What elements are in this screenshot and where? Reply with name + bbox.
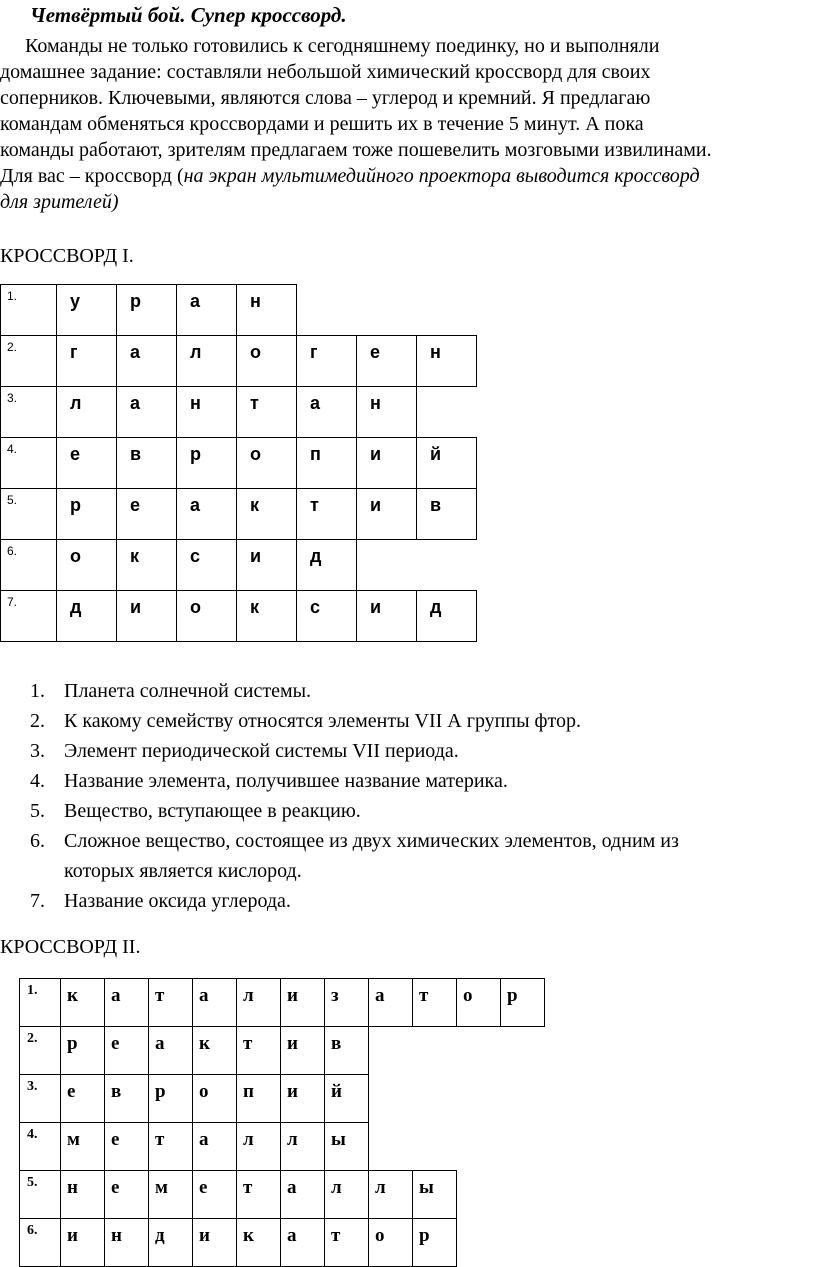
letter-cell: в — [417, 489, 477, 540]
letter-cell: л — [281, 1123, 325, 1171]
clue-number: 4. — [20, 1123, 61, 1171]
clue-number: 4. — [1, 438, 57, 489]
letter-cell: р — [149, 1075, 193, 1123]
intro-italic-note: на экран мультимедийного проектора выводится кроссворд — [183, 165, 700, 187]
letter-cell: н — [237, 285, 297, 336]
letter-cell: е — [117, 489, 177, 540]
intro-line: соперников. Ключевыми, являются слова – углерод и кремний. Я предлагаю — [0, 87, 651, 109]
letter-cell: т — [149, 1123, 193, 1171]
letter-cell: а — [149, 1027, 193, 1075]
clue-item-number: 6. — [30, 830, 45, 852]
intro-line — [0, 189, 816, 215]
letter-cell: п — [297, 438, 357, 489]
letter-cell: л — [369, 1171, 413, 1219]
crossword-row — [1, 336, 477, 387]
clue-item-text: Планета солнечной системы. — [64, 680, 312, 702]
letter-cell: м — [61, 1123, 105, 1171]
clue-item — [30, 736, 810, 766]
empty-cell — [457, 1219, 501, 1267]
letter-cell: о — [57, 540, 117, 591]
clue-number: 2. — [20, 1027, 61, 1075]
letter-cell: а — [193, 979, 237, 1027]
intro-line: команды работают, зрителям предлагаем тоже пошевелить мозговыми извилинами. — [0, 139, 712, 161]
letter-cell: а — [117, 336, 177, 387]
clue-item — [30, 886, 810, 916]
empty-cell — [297, 285, 357, 336]
empty-cell — [501, 1027, 545, 1075]
clue-item-text: К какому семейству относятся элементы VII А группы фтор. — [64, 710, 581, 732]
letter-cell: н — [357, 387, 417, 438]
crossword-row — [20, 1171, 545, 1219]
letter-cell: с — [177, 540, 237, 591]
intro-line — [0, 163, 816, 189]
empty-cell — [417, 387, 477, 438]
letter-cell: з — [325, 979, 369, 1027]
crossword-1-clues — [30, 676, 810, 916]
empty-cell — [413, 1027, 457, 1075]
letter-cell: а — [369, 979, 413, 1027]
crossword-row — [20, 1219, 545, 1267]
letter-cell: е — [57, 438, 117, 489]
letter-cell: а — [177, 285, 237, 336]
page-title: Четвёртый бой. Супер кроссворд. — [30, 3, 347, 27]
letter-cell: д — [149, 1219, 193, 1267]
letter-cell: ы — [413, 1171, 457, 1219]
letter-cell: п — [237, 1075, 281, 1123]
letter-cell: т — [237, 1027, 281, 1075]
letter-cell: н — [417, 336, 477, 387]
letter-cell: р — [57, 489, 117, 540]
letter-cell: и — [61, 1219, 105, 1267]
letter-cell: л — [237, 1123, 281, 1171]
letter-cell: л — [57, 387, 117, 438]
empty-cell — [417, 285, 477, 336]
clue-number: 5. — [20, 1171, 61, 1219]
letter-cell: г — [297, 336, 357, 387]
letter-cell: и — [237, 540, 297, 591]
clue-number: 3. — [1, 387, 57, 438]
clue-item-text: Название элемента, получившее название материка. — [64, 770, 508, 792]
clue-item-number: 5. — [30, 800, 45, 822]
crossword-row — [1, 438, 477, 489]
letter-cell: а — [281, 1219, 325, 1267]
letter-cell: т — [237, 1171, 281, 1219]
letter-cell: к — [237, 591, 297, 642]
clue-item-text: которых является кислород. — [64, 860, 302, 882]
letter-cell: т — [413, 979, 457, 1027]
clue-item-text: Вещество, вступающее в реакцию. — [64, 800, 361, 822]
letter-cell: о — [457, 979, 501, 1027]
letter-cell: о — [369, 1219, 413, 1267]
empty-cell — [369, 1123, 413, 1171]
letter-cell: а — [117, 387, 177, 438]
intro-line: Команды не только готовились к сегодняшнему поединку, но и выполняли — [0, 35, 660, 57]
intro-line: домашнее задание: составляли небольшой химический кроссворд для своих — [0, 61, 651, 83]
letter-cell: т — [149, 979, 193, 1027]
letter-cell: в — [325, 1027, 369, 1075]
letter-cell: к — [61, 979, 105, 1027]
clue-item — [30, 766, 810, 796]
letter-cell: т — [325, 1219, 369, 1267]
empty-cell — [457, 1123, 501, 1171]
clue-number: 2. — [1, 336, 57, 387]
letter-cell: ы — [325, 1123, 369, 1171]
letter-cell: о — [237, 336, 297, 387]
letter-cell: р — [117, 285, 177, 336]
letter-cell: и — [357, 438, 417, 489]
letter-cell: н — [177, 387, 237, 438]
letter-cell: а — [105, 979, 149, 1027]
crossword-row — [1, 387, 477, 438]
letter-cell: и — [281, 1027, 325, 1075]
letter-cell: и — [357, 489, 417, 540]
crossword-row — [1, 489, 477, 540]
letter-cell: и — [117, 591, 177, 642]
crossword-row — [1, 540, 477, 591]
crossword-2-heading: КРОССВОРД II. — [0, 936, 141, 958]
letter-cell: г — [57, 336, 117, 387]
letter-cell: а — [297, 387, 357, 438]
letter-cell: т — [237, 387, 297, 438]
clue-item-number: 3. — [30, 740, 45, 762]
clue-item — [30, 826, 810, 856]
empty-cell — [369, 1075, 413, 1123]
crossword-1-heading: КРОССВОРД I. — [0, 245, 134, 267]
clue-item — [30, 856, 810, 886]
empty-cell — [457, 1171, 501, 1219]
letter-cell: к — [193, 1027, 237, 1075]
letter-cell: о — [177, 591, 237, 642]
letter-cell: а — [177, 489, 237, 540]
empty-cell — [501, 1219, 545, 1267]
letter-cell: и — [193, 1219, 237, 1267]
letter-cell: т — [297, 489, 357, 540]
letter-cell: е — [105, 1123, 149, 1171]
letter-cell: и — [281, 1075, 325, 1123]
crossword-row — [20, 1123, 545, 1171]
empty-cell — [413, 1075, 457, 1123]
letter-cell: к — [237, 489, 297, 540]
empty-cell — [501, 1123, 545, 1171]
letter-cell: о — [193, 1075, 237, 1123]
crossword-1-grid — [0, 284, 477, 642]
letter-cell: в — [117, 438, 177, 489]
letter-cell: д — [297, 540, 357, 591]
clue-item-number: 7. — [30, 890, 45, 912]
clue-number: 3. — [20, 1075, 61, 1123]
letter-cell: е — [105, 1027, 149, 1075]
letter-cell: а — [193, 1123, 237, 1171]
clue-item — [30, 796, 810, 826]
crossword-row — [20, 979, 545, 1027]
crossword-row — [1, 591, 477, 642]
letter-cell: е — [357, 336, 417, 387]
letter-cell: н — [61, 1171, 105, 1219]
letter-cell: л — [177, 336, 237, 387]
clue-item-text: Название оксида углерода. — [64, 890, 291, 912]
letter-cell: в — [105, 1075, 149, 1123]
letter-cell: л — [325, 1171, 369, 1219]
empty-cell — [501, 1075, 545, 1123]
letter-cell: к — [237, 1219, 281, 1267]
letter-cell: и — [281, 979, 325, 1027]
letter-cell: м — [149, 1171, 193, 1219]
empty-cell — [417, 540, 477, 591]
clue-item — [30, 676, 810, 706]
clue-item — [30, 706, 810, 736]
letter-cell: р — [61, 1027, 105, 1075]
letter-cell: а — [281, 1171, 325, 1219]
letter-cell: е — [193, 1171, 237, 1219]
clue-item-number: 2. — [30, 710, 45, 732]
letter-cell: е — [105, 1171, 149, 1219]
intro-italic-note-end: для зрителей) — [0, 191, 119, 213]
clue-number: 1. — [20, 979, 61, 1027]
letter-cell: к — [117, 540, 177, 591]
letter-cell: д — [57, 591, 117, 642]
empty-cell — [457, 1027, 501, 1075]
letter-cell: и — [357, 591, 417, 642]
crossword-row — [1, 285, 477, 336]
empty-cell — [501, 1171, 545, 1219]
clue-item-text: Сложное вещество, состоящее из двух химических элементов, одним из — [64, 830, 679, 852]
clue-item-number: 4. — [30, 770, 45, 792]
crossword-row — [20, 1027, 545, 1075]
clue-number: 6. — [20, 1219, 61, 1267]
empty-cell — [357, 540, 417, 591]
letter-cell: о — [237, 438, 297, 489]
clue-number: 1. — [1, 285, 57, 336]
clue-number: 6. — [1, 540, 57, 591]
clue-item-number: 1. — [30, 680, 45, 702]
letter-cell: н — [105, 1219, 149, 1267]
letter-cell: у — [57, 285, 117, 336]
letter-cell: р — [413, 1219, 457, 1267]
letter-cell: л — [237, 979, 281, 1027]
empty-cell — [457, 1075, 501, 1123]
crossword-row — [20, 1075, 545, 1123]
empty-cell — [369, 1027, 413, 1075]
intro-paragraph — [0, 33, 816, 215]
letter-cell: й — [417, 438, 477, 489]
letter-cell: д — [417, 591, 477, 642]
letter-cell: й — [325, 1075, 369, 1123]
clue-item-text: Элемент периодической системы VII периода. — [64, 740, 459, 762]
empty-cell — [357, 285, 417, 336]
letter-cell: е — [61, 1075, 105, 1123]
clue-number: 7. — [1, 591, 57, 642]
intro-plain: Для вас – кроссворд ( — [0, 165, 184, 187]
letter-cell: р — [177, 438, 237, 489]
empty-cell — [413, 1123, 457, 1171]
clue-number: 5. — [1, 489, 57, 540]
crossword-2-grid — [19, 978, 545, 1267]
letter-cell: с — [297, 591, 357, 642]
intro-line: командам обменяться кроссвордами и решить их в течение 5 минут. А пока — [0, 113, 644, 135]
letter-cell: р — [501, 979, 545, 1027]
